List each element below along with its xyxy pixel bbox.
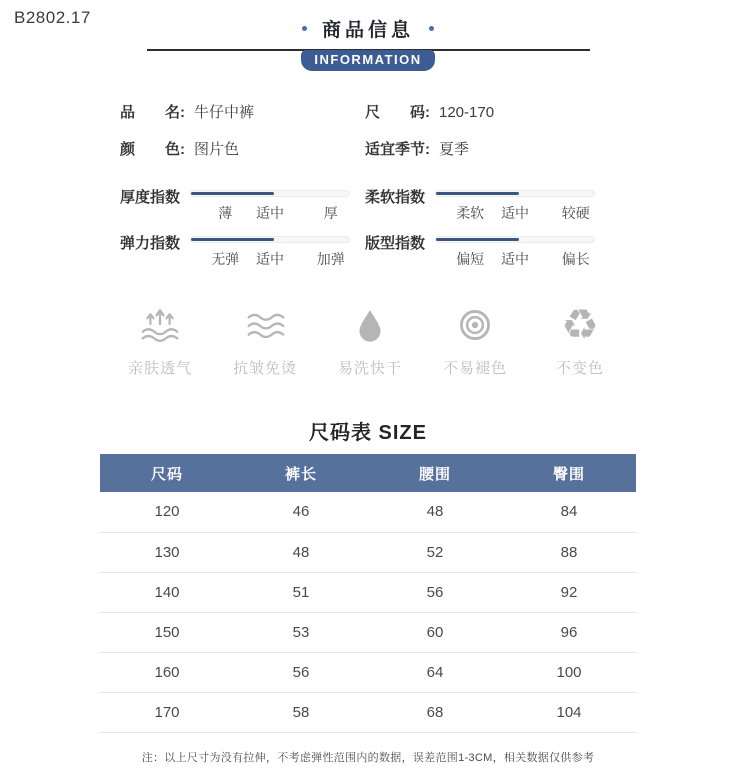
water-drop-icon	[349, 301, 391, 349]
info-value: 120-170	[439, 104, 495, 121]
table-row	[100, 612, 636, 652]
cell-waist: 52	[368, 532, 502, 572]
bullet-dot-icon	[429, 26, 434, 31]
tick-label: 适中	[256, 205, 284, 221]
slider-track	[435, 190, 595, 197]
cell-waist: 60	[368, 612, 502, 652]
tick-label: 无弹	[211, 251, 240, 267]
size-chart-table	[100, 454, 636, 733]
info-row-color	[120, 138, 365, 159]
slider-fill	[436, 192, 519, 195]
column-header-waist: 腰围	[368, 454, 502, 492]
tick-label: 偏短	[456, 251, 485, 267]
feature-icons-section	[116, 301, 624, 378]
information-badge: INFORMATION	[301, 50, 434, 71]
cell-size: 160	[100, 652, 234, 692]
index-label: 版型指数	[365, 235, 426, 252]
table-row	[100, 532, 636, 572]
cell-size: 140	[100, 572, 234, 612]
cell-size: 130	[100, 532, 234, 572]
feature-breathable	[116, 301, 204, 378]
feature-colorfast	[431, 301, 519, 378]
anti-wrinkle-waves-icon	[242, 301, 288, 349]
info-label: 尺 码:	[365, 104, 430, 121]
info-label: 适宜季节:	[365, 141, 430, 158]
info-row-size	[365, 101, 736, 122]
tick-label: 薄	[218, 205, 233, 221]
softness-index	[365, 186, 736, 225]
slider-fill	[191, 192, 274, 195]
tick-label: 偏长	[561, 251, 590, 267]
concentric-circles-icon	[454, 301, 496, 349]
feature-label: 不易褪色	[442, 360, 507, 377]
breathable-waves-icon	[137, 301, 183, 349]
cell-hip: 96	[502, 612, 636, 652]
column-header-pants-length: 裤长	[234, 454, 368, 492]
table-row	[100, 492, 636, 532]
feature-no-discolor	[536, 301, 624, 378]
recycle-icon: ♻	[561, 300, 599, 349]
info-row-season	[365, 138, 736, 159]
cell-size: 150	[100, 612, 234, 652]
cell-hip: 84	[502, 492, 636, 532]
size-table-header-row	[100, 454, 636, 492]
product-info-section	[120, 101, 736, 159]
size-chart-title: 尺码表 SIZE	[308, 422, 427, 444]
cell-pants-length: 53	[234, 612, 368, 652]
elasticity-index	[120, 232, 365, 271]
cell-waist: 56	[368, 572, 502, 612]
info-label: 颜 色:	[120, 141, 185, 158]
cell-hip: 100	[502, 652, 636, 692]
info-value: 牛仔中裤	[194, 104, 255, 121]
tick-label: 较硬	[561, 205, 590, 221]
column-header-size: 尺码	[100, 454, 234, 492]
index-label: 柔软指数	[365, 189, 426, 206]
feature-quick-dry	[326, 301, 414, 378]
tick-label: 厚	[323, 205, 338, 221]
cell-pants-length: 51	[234, 572, 368, 612]
index-label: 弹力指数	[120, 235, 181, 252]
slider-track	[435, 236, 595, 243]
cell-hip: 92	[502, 572, 636, 612]
cell-size: 120	[100, 492, 234, 532]
table-row	[100, 692, 636, 732]
cell-pants-length: 56	[234, 652, 368, 692]
tick-label: 适中	[256, 251, 284, 267]
index-label: 厚度指数	[120, 189, 181, 206]
bullet-dot-icon	[302, 26, 307, 31]
cell-waist: 48	[368, 492, 502, 532]
thickness-index	[120, 186, 365, 225]
cell-waist: 68	[368, 692, 502, 732]
feature-label: 抗皱免烫	[232, 360, 297, 377]
cell-waist: 64	[368, 652, 502, 692]
info-row-name	[120, 101, 365, 122]
cell-size: 170	[100, 692, 234, 732]
index-sliders-section	[120, 186, 736, 271]
info-label: 品 名:	[120, 104, 185, 121]
feature-label: 易洗快干	[337, 360, 402, 377]
table-row	[100, 572, 636, 612]
info-value: 夏季	[439, 141, 470, 158]
product-sku: B2802.17	[14, 8, 91, 27]
table-row	[100, 652, 636, 692]
slider-track	[190, 190, 350, 197]
disclaimer-note: 注：以上尺寸为没有拉伸，不考虑弹性范围内的数据，误差范围1-3CM，相关数据仅供参考	[141, 751, 595, 764]
feature-label: 不变色	[555, 360, 604, 377]
tick-label: 适中	[501, 205, 529, 221]
slider-fill	[191, 238, 274, 241]
info-value: 图片色	[194, 141, 240, 158]
slider-track	[190, 236, 350, 243]
tick-label: 加弹	[316, 251, 345, 267]
tick-label: 柔软	[456, 205, 485, 221]
page-header	[0, 0, 736, 71]
page-title: 商品信息	[321, 20, 414, 41]
tick-label: 适中	[501, 251, 529, 267]
cell-hip: 88	[502, 532, 636, 572]
feature-anti-wrinkle	[221, 301, 309, 378]
cell-pants-length: 48	[234, 532, 368, 572]
slider-fill	[436, 238, 519, 241]
cell-pants-length: 58	[234, 692, 368, 732]
column-header-hip: 臀围	[502, 454, 636, 492]
fit-length-index	[365, 232, 736, 271]
feature-label: 亲肤透气	[127, 360, 192, 377]
cell-pants-length: 46	[234, 492, 368, 532]
cell-hip: 104	[502, 692, 636, 732]
